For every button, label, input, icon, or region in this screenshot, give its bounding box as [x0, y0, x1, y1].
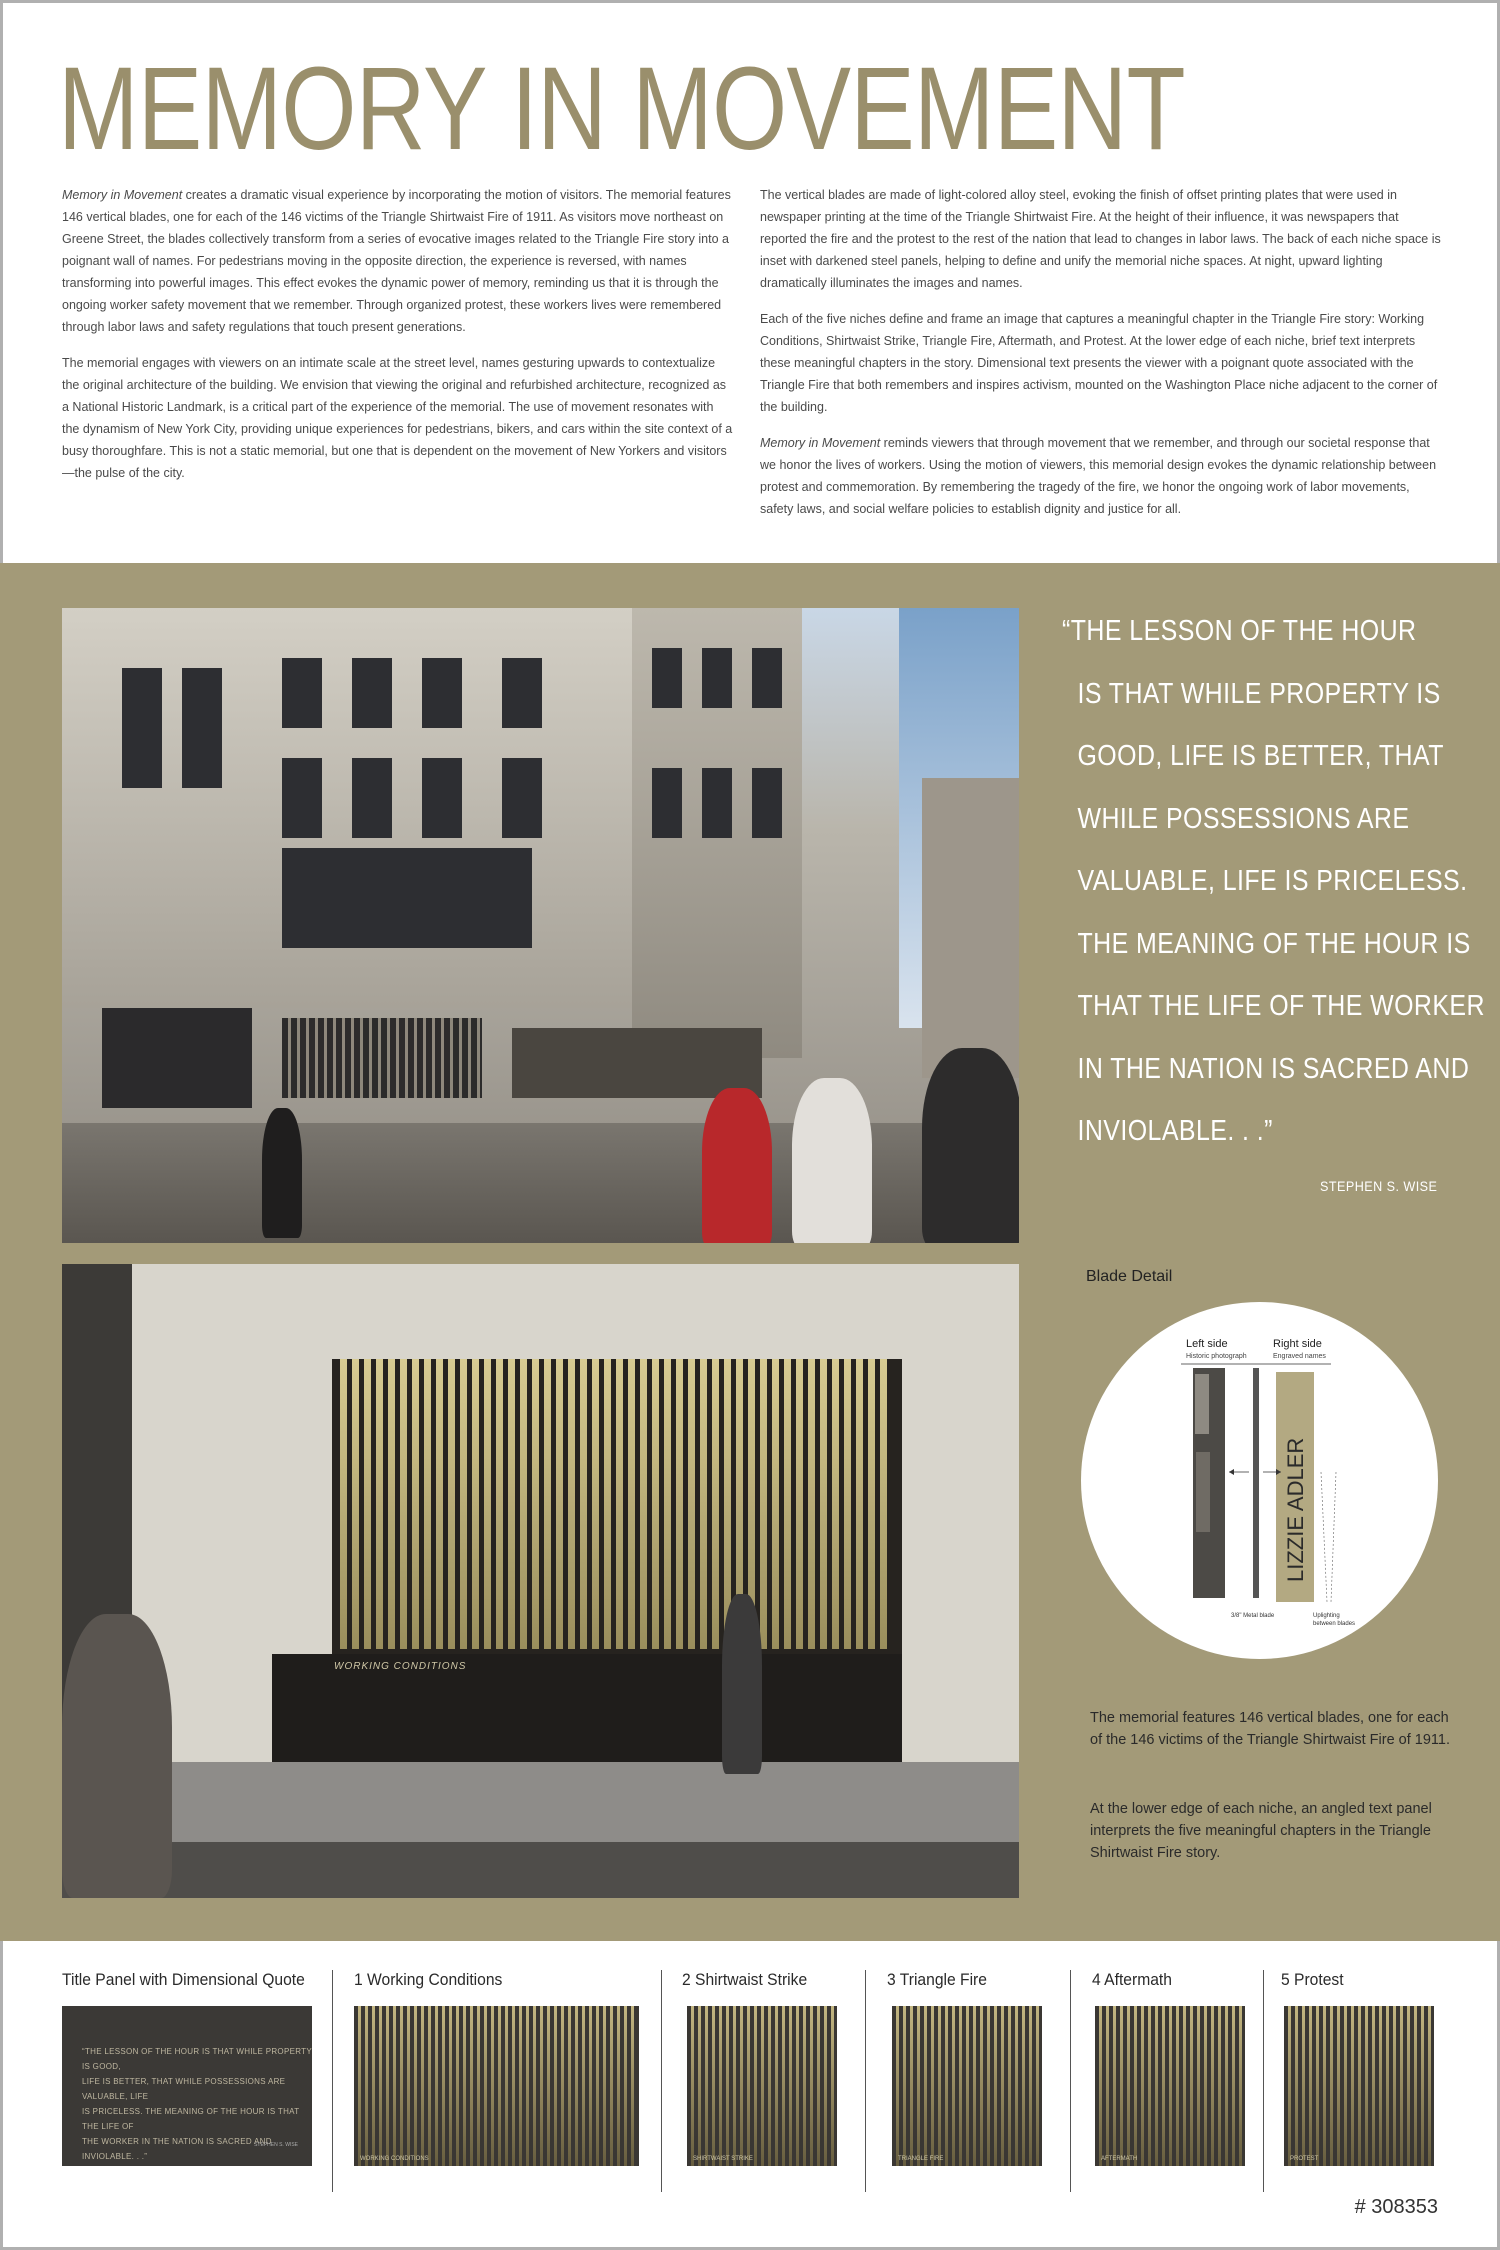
quote-line: IS THAT WHILE PROPERTY IS — [1077, 677, 1441, 710]
thumbnail-blade — [1113, 2006, 1116, 2166]
person-red-jacket — [702, 1088, 772, 1243]
strip-item-triangle-fire — [887, 1970, 996, 2162]
thumbnail-blade — [1015, 2006, 1018, 2166]
thumbnail-blade — [952, 2006, 955, 2166]
thumb-quote: “THE LESSON OF THE HOUR IS THAT WHILE PROPERTY IS GOOD, LIFE IS BETTER, THAT WHILE POSSESSIONS ARE VALUABLE, LIFE IS PRICELESS. THE MEANING OF THE HOUR IS THAT THE LIFE OF THE WORKER IN THE NATION IS SACRED AND INVIOLABLE. . .” — [82, 2047, 312, 2161]
thumbnail-blade — [931, 2006, 934, 2166]
thumbnail-blade — [1428, 2006, 1431, 2166]
person-foreground — [62, 1614, 172, 1898]
thumbnail-blade — [365, 2006, 368, 2166]
thumbnail-blade — [917, 2006, 920, 2166]
thumbnail-blade — [1372, 2006, 1375, 2166]
person-white-jacket — [792, 1078, 872, 1243]
thumbnail-blade — [568, 2006, 571, 2166]
thumbnail-blade — [1134, 2006, 1137, 2166]
memorial-blade — [700, 1359, 707, 1649]
thumbnail-blade — [1421, 2006, 1424, 2166]
thumbnail-blade — [1155, 2006, 1158, 2166]
project-name: Memory in Movement — [62, 188, 183, 202]
thumbnail-blade — [1204, 2006, 1207, 2166]
intro-right-paragraph-2: Each of the five niches define and frame an image that captures a meaningful chapter in the Triangle Fire story: Working Conditions, Shirtwaist Strike, Triangle Fire, Aftermath, and Protest. At the lower edge of each niche, brief text interprets these meaningful chapters in the story. Dimensional text presents the viewer with a poignant quote associated with the Triangle Fire that both remembers and inspires activism, mounted on the Washington Place niche adjacent to the corner of the building. — [760, 312, 1438, 414]
memorial-blade — [400, 1359, 407, 1649]
thumbnail-blade — [617, 2006, 620, 2166]
intro-left-paragraph-1 — [62, 184, 734, 338]
memorial-blade — [376, 1359, 383, 1649]
thumbnail-blade — [1288, 2006, 1291, 2166]
memorial-blade — [760, 1359, 767, 1649]
uplighting-label: Uplighting — [1313, 1613, 1340, 1619]
strip-title: 4 Aftermath — [1092, 1970, 1172, 1989]
thumbnail-blade — [824, 2006, 827, 2166]
person-dark-coat — [922, 1048, 1019, 1243]
quote-line: IN THE NATION IS SACRED AND — [1077, 1052, 1470, 1085]
thumbnail-blade — [1365, 2006, 1368, 2166]
niche-caption: At the lower edge of each niche, an angled text panel interprets the five meaningful chapters in the Triangle Shirtwaist Fire story. — [1090, 1801, 1432, 1861]
memorial-panel — [102, 1008, 252, 1108]
thumbnail-blade — [540, 2006, 543, 2166]
thumbnail-blade — [1414, 2006, 1417, 2166]
thumbnail-blade — [994, 2006, 997, 2166]
quote-attribution: STEPHEN S. WISE — [1320, 1178, 1438, 1194]
memorial-blade — [628, 1359, 635, 1649]
memorial-blade — [640, 1359, 647, 1649]
thumbnail-blade — [1211, 2006, 1214, 2166]
quote-line: WHILE POSSESSIONS ARE — [1077, 802, 1410, 835]
left-side-label: Left side — [1186, 1338, 1228, 1350]
thumbnail-blade — [379, 2006, 382, 2166]
thumbnail-blade — [484, 2006, 487, 2166]
divider — [661, 1970, 662, 2192]
thumbnail-blade — [610, 2006, 613, 2166]
thumbnail-blade — [463, 2006, 466, 2166]
intro-left-column — [62, 184, 734, 498]
thumbnail-blade — [1379, 2006, 1382, 2166]
person-viewer — [722, 1594, 762, 1774]
thumbnail-blade — [1183, 2006, 1186, 2166]
thumbnail-blade — [796, 2006, 799, 2166]
memorial-blade — [436, 1359, 443, 1649]
thumbnail-blade — [582, 2006, 585, 2166]
thumbnail-blade — [761, 2006, 764, 2166]
thumbnail-blade — [768, 2006, 771, 2166]
memorial-blade — [592, 1359, 599, 1649]
thumbnail-blade — [498, 2006, 501, 2166]
memorial-blade — [556, 1359, 563, 1649]
quote-line: VALUABLE, LIFE IS PRICELESS. — [1077, 865, 1468, 897]
thumbnail-blade — [1309, 2006, 1312, 2166]
engraved-name: LIZZIE ADLER — [1283, 1437, 1308, 1582]
memorial-blade — [388, 1359, 395, 1649]
thumbnail-blade — [505, 2006, 508, 2166]
thumb-attribution: STEPHEN S. WISE — [254, 2142, 298, 2148]
memorial-blade — [424, 1359, 431, 1649]
memorial-blade — [844, 1359, 851, 1649]
thumbnail-blade — [924, 2006, 927, 2166]
thumbnail-blade — [596, 2006, 599, 2166]
thumbnail-blade — [817, 2006, 820, 2166]
memorial-blade — [820, 1359, 827, 1649]
thumbnail-blade — [470, 2006, 473, 2166]
divider — [865, 1970, 866, 2192]
thumbnail-blade — [1239, 2006, 1242, 2166]
thumbnail-blade — [733, 2006, 736, 2166]
memorial-blade — [808, 1359, 815, 1649]
thumbnail-blade — [1407, 2006, 1410, 2166]
quote-line: GOOD, LIFE IS BETTER, THAT — [1077, 740, 1444, 772]
thumbnail-blade — [512, 2006, 515, 2166]
strip-title: Title Panel with Dimensional Quote — [62, 1970, 305, 1989]
poster-title: MEMORY IN MOVEMENT — [58, 43, 1185, 175]
thumbnail-blade — [449, 2006, 452, 2166]
thumbnail-blade — [910, 2006, 913, 2166]
thumbnail-blade — [1127, 2006, 1130, 2166]
memorial-blade — [568, 1359, 575, 1649]
thumbnail-blade — [803, 2006, 806, 2166]
thumbnail-blade — [547, 2006, 550, 2166]
thumbnail-blade — [631, 2006, 634, 2166]
thumbnail-blade — [477, 2006, 480, 2166]
street — [62, 1123, 1019, 1243]
dimensional-quote — [1062, 600, 1485, 1163]
quote-line: THAT THE LIFE OF THE WORKER — [1077, 990, 1485, 1022]
thumbnail-blade — [1190, 2006, 1193, 2166]
thumbnail-blade — [980, 2006, 983, 2166]
thumbnail-blade — [1169, 2006, 1172, 2166]
thumbnail-blade — [1232, 2006, 1235, 2166]
thumbnail-blade — [1393, 2006, 1396, 2166]
thumbnail-blade — [1008, 2006, 1011, 2166]
blade-detail-diagram — [1081, 1302, 1438, 1659]
strip-item-working-conditions — [354, 1970, 515, 2162]
thumbnail-blade — [896, 2006, 899, 2166]
strip-item-protest — [1281, 1970, 1349, 2162]
thumbnail-blade — [554, 2006, 557, 2166]
thumbnail-blade — [435, 2006, 438, 2166]
memorial-blade — [652, 1359, 659, 1649]
thumbnail-blade — [1386, 2006, 1389, 2166]
memorial-blade — [868, 1359, 875, 1649]
strip-title: 3 Triangle Fire — [887, 1970, 987, 1989]
sidewalk — [62, 1762, 1019, 1842]
thumbnail-blade — [831, 2006, 834, 2166]
uplighting-sublabel: between blades — [1313, 1621, 1356, 1627]
thumbnail-blade — [712, 2006, 715, 2166]
project-name: Memory in Movement — [760, 436, 881, 450]
memorial-blade — [364, 1359, 371, 1649]
thumbnail-blade — [1120, 2006, 1123, 2166]
memorial-blade — [796, 1359, 803, 1649]
thumbnail-blade — [740, 2006, 743, 2166]
thumbnail-blade — [603, 2006, 606, 2166]
road — [62, 1842, 1019, 1898]
memorial-blade — [712, 1359, 719, 1649]
thumbnail-blade — [1344, 2006, 1347, 2166]
thumbnail-blade — [938, 2006, 941, 2166]
thumbnail-blade — [973, 2006, 976, 2166]
memorial-blade — [580, 1359, 587, 1649]
aftermath-thumbnail: AFTERMATH — [1095, 2006, 1245, 2166]
thumbnail-blade — [1218, 2006, 1221, 2166]
memorial-blade — [532, 1359, 539, 1649]
memorial-blade — [520, 1359, 527, 1649]
thumbnail-blade — [1162, 2006, 1165, 2166]
memorial-blade — [508, 1359, 515, 1649]
thumbnail-blade — [987, 2006, 990, 2166]
memorial-niche — [512, 1028, 762, 1098]
intro-text: creates a dramatic visual experience by incorporating the motion of visitors. The memorial features 146 vertical blades, one for each of the 146 victims of the Triangle Shirtwaist Fire of 1911. As visitors move northeast on Greene Street, the blades collectively transform from a series of evocative images related to the Triangle Fire story into a poignant wall of names. For pedestrians moving in the opposite direction, the experience is reversed, with names transforming into powerful images. This effect evokes the dynamic power of memory, reminding us that it is through the ongoing worker safety movement that we remember. Through organized protest, these workers lives were remembered through labor laws and safety regulations that touch present generations. — [62, 188, 731, 334]
thumbnail-blade — [1176, 2006, 1179, 2166]
thumbnail-blade — [1358, 2006, 1361, 2166]
thumbnail-blade — [428, 2006, 431, 2166]
memorial-blade — [688, 1359, 695, 1649]
thumbnail-blade — [519, 2006, 522, 2166]
thumbnail-blade — [1022, 2006, 1025, 2166]
thumbnail-blade — [1099, 2006, 1102, 2166]
thumbnail-blade — [400, 2006, 403, 2166]
thumbnail-blade — [691, 2006, 694, 2166]
right-side-label: Right side — [1273, 1338, 1322, 1350]
thumbnail-blade — [1106, 2006, 1109, 2166]
thumbnail-blade — [1316, 2006, 1319, 2166]
thumbnail-blade — [1323, 2006, 1326, 2166]
intro-right-paragraph-3 — [760, 432, 1442, 520]
memorial-blade — [616, 1359, 623, 1649]
niche-rendering-photo — [62, 1264, 1019, 1898]
memorial-blade — [676, 1359, 683, 1649]
memorial-blade — [664, 1359, 671, 1649]
memorial-blade — [448, 1359, 455, 1649]
person-walking — [262, 1108, 302, 1238]
memorial-blade — [352, 1359, 359, 1649]
thumbnail-blade — [705, 2006, 708, 2166]
thumbnail-blade — [393, 2006, 396, 2166]
thumbnail-blade — [1036, 2006, 1039, 2166]
strip-title: 1 Working Conditions — [354, 1970, 503, 1989]
quote-line: THE MEANING OF THE HOUR IS — [1077, 927, 1471, 960]
divider — [332, 1970, 333, 2192]
thumbnail-blade — [1029, 2006, 1032, 2166]
thumbnail-blade — [1148, 2006, 1151, 2166]
thumbnail-blade — [526, 2006, 529, 2166]
thumbnail-blade — [959, 2006, 962, 2166]
thumbnail-blade — [1400, 2006, 1403, 2166]
thumbnail-blade — [754, 2006, 757, 2166]
thumbnail-blade — [456, 2006, 459, 2166]
thumbnail-blade — [1295, 2006, 1298, 2166]
thumbnail-blade — [358, 2006, 361, 2166]
thumbnail-blade — [1001, 2006, 1004, 2166]
strip-title: 2 Shirtwaist Strike — [682, 1970, 808, 1989]
thumbnail-blade — [491, 2006, 494, 2166]
shirtwaist-strike-thumbnail: SHIRTWAIST STRIKE — [687, 2006, 837, 2166]
thumbnail-blade — [775, 2006, 778, 2166]
strip-title: 5 Protest — [1281, 1970, 1344, 1989]
thumbnail-blade — [372, 2006, 375, 2166]
memorial-blade — [496, 1359, 503, 1649]
metal-blade-label: 3/8" Metal blade — [1231, 1613, 1275, 1619]
thumbnail-blade — [1337, 2006, 1340, 2166]
quote-line: “THE LESSON OF THE HOUR — [1062, 615, 1417, 647]
memorial-blades — [282, 1018, 482, 1098]
divider — [1263, 1970, 1264, 2192]
intro-right-column — [760, 184, 1442, 534]
distant-building — [922, 778, 1019, 1078]
memorial-blade — [484, 1359, 491, 1649]
thumbnail-blade — [810, 2006, 813, 2166]
thumbnail-blade — [726, 2006, 729, 2166]
intro-left-paragraph-2: The memorial engages with viewers on an intimate scale at the street level, names gesturing upwards to contextualize the original architecture of the building. We envision that viewing the original and refurbished architecture, recognized as a National Historic Landmark, is a critical part of the experience of the memorial. The use of movement resonates with the dynamism of New York City, providing unique experiences for pedestrians, bikers, and cars within the site context of a busy thoroughfare. This is not a static memorial, but one that is dependent on the movement of New Yorkers and visitors—the pulse of the city. — [62, 356, 733, 480]
blade-caption: The memorial features 146 vertical blades, one for each of the 146 victims of the Triangle Shirtwaist Fire of 1911. — [1090, 1710, 1450, 1748]
memorial-blade — [604, 1359, 611, 1649]
thumbnail-blade — [903, 2006, 906, 2166]
title-panel-thumbnail — [62, 2006, 312, 2166]
thumbnail-blade — [698, 2006, 701, 2166]
thumbnail-blade — [624, 2006, 627, 2166]
memorial-blade — [856, 1359, 863, 1649]
thumbnail-blade — [1141, 2006, 1144, 2166]
divider — [1070, 1970, 1071, 2192]
thumbnail-blade — [782, 2006, 785, 2166]
thumbnail-blade — [442, 2006, 445, 2166]
thumbnail-blade — [575, 2006, 578, 2166]
thumbnail-blade — [719, 2006, 722, 2166]
thumbnail-blade — [1225, 2006, 1228, 2166]
memorial-blade — [460, 1359, 467, 1649]
protest-thumbnail: PROTEST — [1284, 2006, 1434, 2166]
blade-detail-title: Blade Detail — [1086, 1268, 1173, 1285]
memorial-blade — [544, 1359, 551, 1649]
strip-item-title-panel — [62, 1970, 326, 2161]
thumbnail-blade — [386, 2006, 389, 2166]
thumbnail-blade — [414, 2006, 417, 2166]
working-conditions-thumbnail: WORKING CONDITIONS — [354, 2006, 639, 2166]
thumbnail-blade — [1351, 2006, 1354, 2166]
thumbnail-blade — [407, 2006, 410, 2166]
memorial-blade — [412, 1359, 419, 1649]
thumbnail-blade — [1197, 2006, 1200, 2166]
quote-line: INVIOLABLE. . .” — [1077, 1115, 1273, 1147]
thumbnail-blade — [966, 2006, 969, 2166]
memorial-blade — [880, 1359, 887, 1649]
right-side-sublabel: Engraved names — [1273, 1353, 1326, 1360]
thumbnail-blade — [561, 2006, 564, 2166]
thumbnail-blade — [589, 2006, 592, 2166]
thumbnail-blade — [945, 2006, 948, 2166]
thumbnail-blade — [1330, 2006, 1333, 2166]
niche-label: WORKING CONDITIONS — [334, 1661, 467, 1672]
intro-right-paragraph-1: The vertical blades are made of light-colored alloy steel, evoking the finish of offset printing plates that were used in newspaper printing at the time of the Triangle Shirtwaist Fire. At the height of their influence, it was newspapers that reported the fire and the protest to the rest of the nation that lead to changes in labor laws. The back of each niche space is inset with darkened steel panels, helping to define and unify the memorial niche spaces. At night, upward lighting dramatically illuminates the images and names. — [760, 188, 1441, 290]
left-side-sublabel: Historic photograph — [1186, 1353, 1247, 1360]
memorial-blade — [784, 1359, 791, 1649]
entry-id: # 308353 — [1354, 2196, 1438, 2218]
memorial-blade — [832, 1359, 839, 1649]
memorial-blade — [340, 1359, 347, 1649]
thumbnail-blade — [789, 2006, 792, 2166]
thumbnail-blade — [1302, 2006, 1305, 2166]
street-view-photo — [62, 608, 1019, 1243]
memorial-blade — [472, 1359, 479, 1649]
intro-text: reminds viewers that through movement that we remember, and through our societal response that we honor the lives of workers. Using the motion of viewers, this memorial design evokes the dynamic relationship between protest and commemoration. By remembering the tragedy of the fire, we honor the ongoing work of labor movements, safety laws, and social welfare policies to establish dignity and justice for all. — [760, 436, 1437, 516]
memorial-blade — [772, 1359, 779, 1649]
strip-item-aftermath — [1092, 1970, 1179, 2162]
strip-item-shirtwaist-strike — [682, 1970, 818, 2162]
thumbnail-blade — [747, 2006, 750, 2166]
thumbnail-blade — [421, 2006, 424, 2166]
triangle-fire-thumbnail: TRIANGLE FIRE — [892, 2006, 1042, 2166]
thumbnail-blade — [533, 2006, 536, 2166]
